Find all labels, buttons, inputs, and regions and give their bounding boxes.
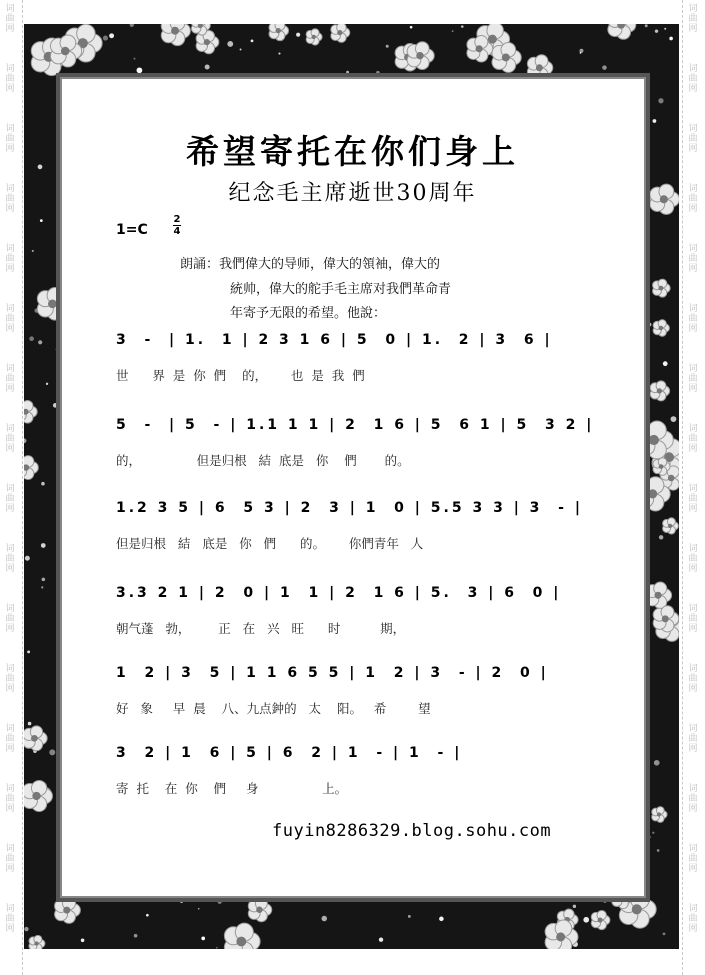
side-watermark: 词 曲 网 <box>688 124 698 154</box>
lyric-row: 但是归根 結 底是 你 們 的。 你們青年 人 <box>116 536 424 551</box>
flower-icon <box>492 42 521 72</box>
flower-icon <box>407 42 434 70</box>
sparkle-dot <box>652 832 654 834</box>
sparkle-dot <box>654 760 660 766</box>
sparkle-dot <box>645 24 648 27</box>
flower-icon <box>591 910 610 929</box>
lyric-row: 世 界 是 你 們 的， 也 是 我 們 <box>116 368 365 383</box>
sparkle-dot <box>109 33 114 38</box>
flower-icon <box>652 807 667 823</box>
sparkle-dot <box>41 586 43 588</box>
time-signature <box>172 214 182 237</box>
side-watermark: 词 曲 网 <box>688 304 698 334</box>
side-watermark: 词 曲 网 <box>5 544 15 574</box>
sparkle-dot <box>653 119 657 123</box>
sparkle-dot <box>452 30 454 32</box>
side-watermark: 词 曲 网 <box>688 904 698 934</box>
notation-row: 3 2 | 1 6 | 5 | 6 2 | 1 - | 1 - | <box>116 745 463 761</box>
sparkle-dot <box>580 52 582 54</box>
notation-row: 3.3 2 1 | 2 0 | 1 1 | 2 1 6 | 5. 3 | 6 0 | <box>116 585 562 601</box>
flower-icon <box>653 320 669 337</box>
flower-icon <box>55 897 81 923</box>
time-signature-bottom: 4 <box>173 226 181 237</box>
key-signature: 1=C <box>116 222 148 238</box>
lyric-row: 的， 但是归根 結 底是 你 們 的。 <box>116 453 410 468</box>
sparkle-dot <box>658 98 663 103</box>
sparkle-dot <box>134 58 136 60</box>
sparkle-dot <box>669 37 673 41</box>
sparkle-dot <box>386 45 389 48</box>
sparkle-dot <box>41 482 45 486</box>
sparkle-dot <box>41 543 46 548</box>
sparkle-dot <box>24 438 26 443</box>
side-watermark: 词 曲 网 <box>5 724 15 754</box>
flower-icon <box>29 935 45 949</box>
side-watermark: 词 曲 网 <box>5 484 15 514</box>
sparkle-dot <box>659 535 663 539</box>
flower-icon <box>24 456 38 480</box>
sparkle-dot <box>663 933 666 936</box>
flower-icon <box>24 400 37 423</box>
recitation-line: 朗誦：我們偉大的导师，偉大的領袖，偉大的 <box>180 257 441 272</box>
flower-icon <box>24 780 52 811</box>
flower-icon <box>224 923 260 949</box>
notation-row: 1 2 | 3 5 | 1 1 6 5 5 | 1 2 | 3 - | 2 0 | <box>116 665 549 681</box>
sparkle-dot <box>198 908 200 910</box>
sparkle-dot <box>657 849 660 852</box>
sparkle-dot <box>240 49 242 51</box>
side-watermark: 词 曲 网 <box>5 64 15 94</box>
sparkle-dot <box>655 29 658 32</box>
sparkle-dot <box>227 41 233 47</box>
side-watermark: 词 曲 网 <box>688 544 698 574</box>
sparkle-dot <box>408 915 411 918</box>
side-watermark: 词 曲 网 <box>5 604 15 634</box>
side-watermark: 词 曲 网 <box>5 664 15 694</box>
sparkle-dot <box>137 67 143 73</box>
side-watermark: 词 曲 网 <box>688 364 698 394</box>
sparkle-dot <box>251 40 254 43</box>
sparkle-dot <box>49 749 55 755</box>
sparkle-dot <box>663 361 668 366</box>
sparkle-dot <box>130 24 134 27</box>
lyric-row: 好 象 早 晨 八、九点鈡的 太 阳。 希 望 <box>116 701 431 716</box>
sparkle-dot <box>38 340 42 344</box>
side-watermark: 词 曲 网 <box>688 724 698 754</box>
sparkle-dot <box>583 917 589 923</box>
sparkle-dot <box>379 937 383 941</box>
notation-row: 1.2 3 5 | 6 5 3 | 2 3 | 1 0 | 5.5 3 3 | 3 - | <box>116 500 583 516</box>
flower-icon <box>608 24 636 39</box>
flower-icon <box>306 29 322 45</box>
sparkle-dot <box>648 323 652 327</box>
sparkle-dot <box>346 71 349 74</box>
side-watermark: 词 曲 网 <box>688 784 698 814</box>
flower-icon <box>269 24 289 41</box>
side-watermark: 词 曲 网 <box>688 484 698 514</box>
side-watermark: 词 曲 网 <box>688 244 698 274</box>
recitation-line: 年寄予无限的希望。他說： <box>230 306 387 321</box>
sparkle-dot <box>27 650 30 653</box>
sparkle-dot <box>28 722 32 726</box>
lyric-row: 朝气蓬 勃， 正 在 兴 旺 时 期， <box>116 621 406 636</box>
sparkle-dot <box>602 65 607 70</box>
sparkle-dot <box>42 578 46 582</box>
side-watermark: 词 曲 网 <box>5 844 15 874</box>
song-title: 希望寄托在你们身上 <box>186 132 519 171</box>
sparkle-dot <box>201 937 205 941</box>
side-watermark: 词 曲 网 <box>688 844 698 874</box>
side-watermark: 词 曲 网 <box>5 364 15 394</box>
side-watermark: 词 曲 网 <box>5 784 15 814</box>
sparkle-dot <box>647 835 650 838</box>
sparkle-dot <box>218 900 222 904</box>
sparkle-dot <box>278 52 280 54</box>
sparkle-dot <box>461 25 463 27</box>
side-watermark: 词 曲 网 <box>5 4 15 34</box>
sparkle-dot <box>81 938 85 942</box>
side-watermark: 词 曲 网 <box>5 424 15 454</box>
sparkle-dot <box>146 914 149 917</box>
sparkle-dot <box>56 348 59 351</box>
sparkle-dot <box>103 36 108 41</box>
side-watermark: 词 曲 网 <box>688 64 698 94</box>
recitation-line: 統帅，偉大的舵手毛主席对我們革命青 <box>230 282 452 297</box>
notation-row: 3 - | 1. 1 | 2 3 1 6 | 5 0 | 1. 2 | 3 6 | <box>116 332 553 348</box>
sparkle-dot <box>296 33 300 37</box>
sparkle-dot <box>29 336 34 341</box>
sparkle-dot <box>205 65 210 70</box>
sparkle-dot <box>24 927 28 931</box>
side-watermark: 词 曲 网 <box>5 124 15 154</box>
sparkle-dot <box>664 28 666 30</box>
sparkle-dot <box>134 934 138 938</box>
side-watermark: 词 曲 网 <box>688 184 698 214</box>
flower-icon <box>653 279 671 297</box>
flower-icon <box>331 24 350 42</box>
sparkle-dot <box>603 899 606 902</box>
sparkle-dot <box>180 900 183 903</box>
sparkle-dot <box>671 416 677 422</box>
side-watermark: 词 曲 网 <box>688 4 698 34</box>
sparkle-dot <box>410 26 413 29</box>
flower-icon <box>646 582 672 608</box>
side-watermark: 词 曲 网 <box>688 424 698 454</box>
flower-icon <box>248 898 271 922</box>
sparkle-dot <box>439 917 444 922</box>
side-watermark: 词 曲 网 <box>5 904 15 934</box>
sparkle-dot <box>32 250 34 252</box>
source-url: fuyin8286329.blog.sohu.com <box>272 821 552 841</box>
time-signature-top: 2 <box>173 214 181 225</box>
side-watermark: 词 曲 网 <box>688 664 698 694</box>
side-watermark: 词 曲 网 <box>5 244 15 274</box>
sparkle-dot <box>376 71 380 75</box>
flower-icon <box>24 726 47 751</box>
sparkle-dot <box>40 219 43 222</box>
sparkle-dot <box>573 905 576 908</box>
sparkle-dot <box>216 947 218 949</box>
sparkle-dot <box>53 403 58 408</box>
song-subtitle: 纪念毛主席逝世30周年 <box>228 181 477 206</box>
sparkle-dot <box>322 916 327 921</box>
side-watermark: 词 曲 网 <box>5 184 15 214</box>
notation-row: 5 - | 5 - | 1.1 1 1 | 2 1 6 | 5 6 1 | 5 3 2 | <box>116 417 595 433</box>
sparkle-dot <box>46 383 48 385</box>
flower-icon <box>161 24 190 46</box>
lyric-row: 寄 托 在 你 們 身 上。 <box>116 781 348 796</box>
side-watermark: 词 曲 网 <box>5 304 15 334</box>
side-watermark: 词 曲 网 <box>688 604 698 634</box>
flower-icon <box>663 518 679 534</box>
sparkle-dot <box>25 556 30 561</box>
flower-icon <box>650 381 670 401</box>
